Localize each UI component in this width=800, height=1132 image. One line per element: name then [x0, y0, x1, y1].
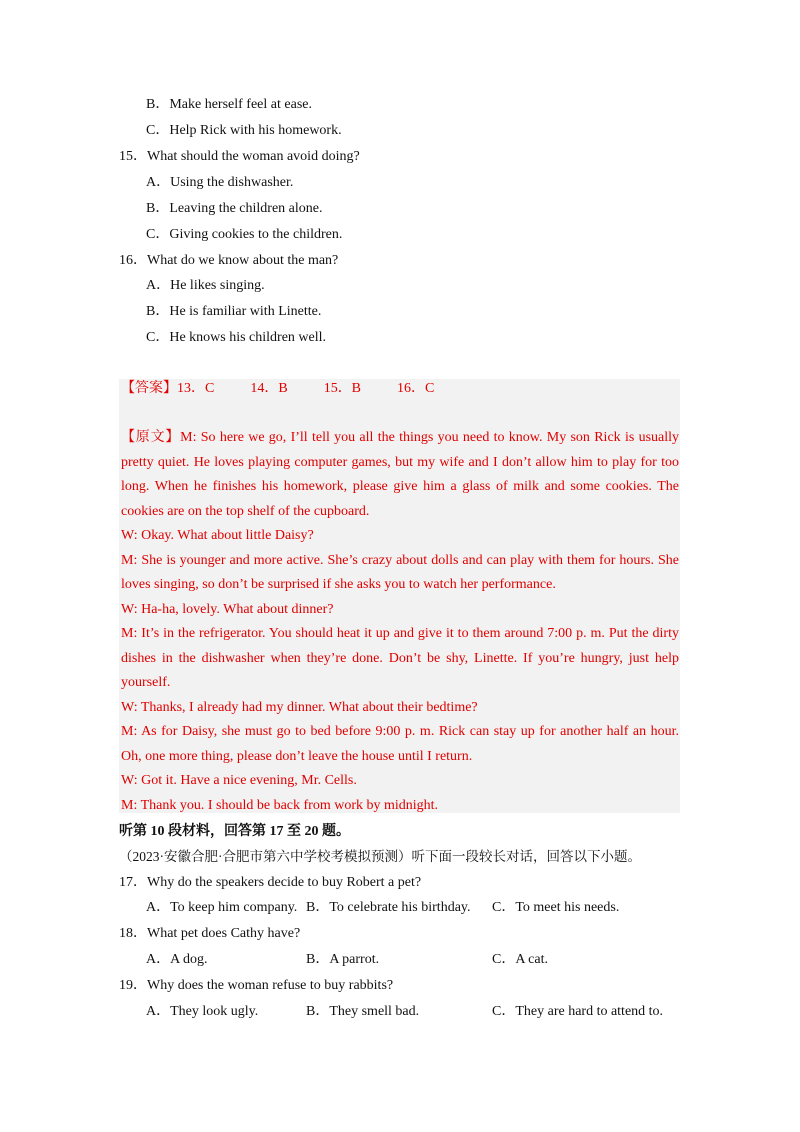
section-heading: 听第 10 段材料，回答第 17 至 20 题。	[119, 824, 350, 839]
q14-option-b: B．Make herself feel at ease.	[146, 97, 312, 112]
transcript-line: M: Thank you. I should be back from work by midnight.	[121, 797, 439, 813]
q17-option-c: C．To meet his needs.	[492, 900, 620, 915]
q18-option-b: B．A parrot.	[306, 952, 380, 967]
transcript-line: M: She is younger and more active. She’s crazy about dolls and can play with them for hours. She loves singing, so don’t be surprised if she asks you to watch her performance.	[121, 552, 679, 592]
transcript-label: 【原文】	[121, 430, 181, 445]
q15-question: 15．What should the woman avoid doing?	[119, 149, 360, 164]
q15-option-c: C．Giving cookies to the children.	[146, 227, 343, 242]
q16-option-b: B．He is familiar with Linette.	[146, 304, 322, 319]
q15-option-b: B．Leaving the children alone.	[146, 201, 323, 216]
q18-option-c: C．A cat.	[492, 952, 548, 967]
answer-item: 15．B	[323, 381, 362, 396]
q19-option-a: A．They look ugly.	[146, 1004, 259, 1019]
q15-option-a: A．Using the dishwasher.	[146, 175, 294, 190]
q18-question: 18．What pet does Cathy have?	[119, 926, 301, 941]
transcript-line: W: Thanks, I already had my dinner. What about their bedtime?	[121, 699, 478, 715]
transcript	[121, 426, 679, 818]
transcript-line: W: Got it. Have a nice evening, Mr. Cells.	[121, 773, 357, 788]
section-source: （2023·安徽合肥·合肥市第六中学校考模拟预测）听下面一段较长对话，回答以下小题。	[119, 849, 641, 864]
answer-item: 14．B	[250, 381, 288, 396]
q19-question: 19．Why does the woman refuse to buy rabbits?	[119, 978, 394, 993]
transcript-line: W: Okay. What about little Daisy?	[121, 528, 314, 543]
transcript-line: M: As for Daisy, she must go to bed before 9:00 p. m. Rick can stay up for another half an hour. Oh, one more thing, please don’t leave the house until I return.	[121, 724, 679, 764]
q17-option-a: A．To keep him company.	[146, 900, 298, 915]
answer-label: 【答案】	[121, 381, 177, 396]
answer-item: 13．C	[177, 381, 215, 396]
q16-option-c: C．He knows his children well.	[146, 330, 327, 345]
answer-line	[121, 380, 434, 398]
q14-option-c: C．Help Rick with his homework.	[146, 123, 342, 138]
q19-option-c: C．They are hard to attend to.	[492, 1004, 664, 1019]
q16-option-a: A．He likes singing.	[146, 278, 265, 293]
q18-option-a: A．A dog.	[146, 952, 208, 967]
answer-item: 16．C	[397, 381, 435, 396]
q16-question: 16．What do we know about the man?	[119, 253, 339, 268]
q17-option-b: B．To celebrate his birthday.	[306, 900, 471, 915]
q17-question: 17．Why do the speakers decide to buy Robert a pet?	[119, 875, 422, 890]
transcript-line: W: Ha-ha, lovely. What about dinner?	[121, 601, 334, 617]
transcript-line: 【原文】M: So here we go, I’ll tell you all the things you need to know. My son Rick is usually pretty quiet. He loves playing computer games, but my wife and I don’t allow him to play for too long. When he finishes his homework, please give him a glass of milk and some cookies. The cookies are on the top shelf of the cupboard.	[121, 430, 680, 519]
q19-option-b: B．They smell bad.	[306, 1004, 420, 1019]
transcript-line: M: It’s in the refrigerator. You should heat it up and give it to them around 7:00 p. m. Put the dirty dishes in the dishwasher when they’re done. Don’t be shy, Linette. If you’re hungry, just help yourself.	[121, 626, 679, 690]
